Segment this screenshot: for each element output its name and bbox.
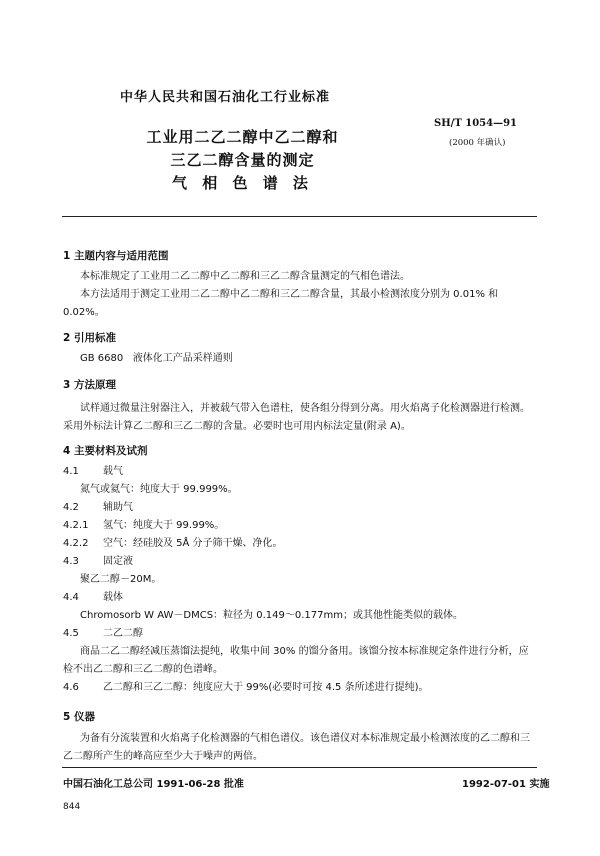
item-number: 4.2.2 <box>63 538 89 549</box>
item-4-1 <box>63 463 123 481</box>
item-text: 空气：经硅胶及 5Å 分子筛干燥、净化。 <box>103 538 283 549</box>
item-number: 4.6 <box>63 682 79 693</box>
item-4-2 <box>63 499 133 517</box>
reference-code: GB 6680 <box>80 353 124 364</box>
item-label: 二乙二醇 <box>103 628 143 639</box>
item-4-2-1 <box>63 517 224 535</box>
item-number: 4.2.1 <box>63 520 89 531</box>
item-4-4 <box>63 589 123 607</box>
item-4-5 <box>63 625 143 643</box>
item-number: 4.2 <box>63 502 79 513</box>
section-1-paragraph-1: 本标准规定了工业用二乙二醇中乙二醇和三乙二醇含量测定的气相色谱法。 <box>80 271 410 282</box>
title-line-3: 气 相 色 谱 法 <box>172 174 313 192</box>
item-4-2-2 <box>63 535 283 553</box>
page-number: 844 <box>63 802 81 812</box>
item-4-3 <box>63 553 133 571</box>
section-5-paragraph: 为备有分流装置和火焰离子化检测器的气相色谱仪。该色谱仪对本标准规定最小检测浓度的乙二醇和三乙二醇所产生的峰高应至少大于噪声的两倍。 <box>63 733 530 762</box>
item-label: 固定液 <box>103 556 133 567</box>
section-3-paragraph: 试样通过微量注射器注入，并被载气带入色谱柱，使各组分得到分离。用火焰离子化检测器进行检测。采用外标法计算乙二醇和三乙二醇的含量。必要时也可用内标法定量(附录 A)。 <box>63 403 530 432</box>
header-divider <box>62 216 537 217</box>
item-label: 辅助气 <box>103 502 133 513</box>
issuing-organization: 中华人民共和国石油化工行业标准 <box>120 90 331 105</box>
item-4-6 <box>63 679 428 697</box>
item-4-5-text: 商品二乙二醇经减压蒸馏法提纯，收集中间 30% 的馏分备用。该馏分按本标准规定条件进行分析，应检不出乙二醇和三乙二醇的色谱峰。 <box>63 646 529 675</box>
section-4-heading: 4 主要材料及试剂 <box>63 445 148 457</box>
confirmation-year: (2000 年确认) <box>449 138 506 148</box>
item-4-3-text: 聚乙二醇－20M。 <box>80 574 162 585</box>
item-label: 载体 <box>103 592 123 603</box>
section-1-heading: 1 主题内容与适用范围 <box>63 250 169 262</box>
item-number: 4.1 <box>63 466 79 477</box>
approval-line: 中国石油化工总公司 1991-06-28 批准 <box>63 779 244 790</box>
item-label: 载气 <box>103 466 123 477</box>
title-line-2: 三乙二醇含量的测定 <box>170 151 315 169</box>
reference-standard <box>80 350 233 368</box>
section-2-heading: 2 引用标准 <box>63 332 116 344</box>
reference-title: 液体化工产品采样通则 <box>132 353 233 364</box>
section-5-heading: 5 仪器 <box>63 711 95 723</box>
effective-date: 1992-07-01 实施 <box>462 779 550 790</box>
item-4-4-text: Chromosorb W AW－DMCS：粒径为 0.149～0.177mm；或其他性能类似的载体。 <box>80 610 463 621</box>
item-4-1-text: 氮气或氦气：纯度大于 99.999%。 <box>80 484 238 495</box>
item-number: 4.3 <box>63 556 79 567</box>
item-text: 乙二醇和三乙二醇：纯度应大于 99%(必要时可按 4.5 条所述进行提纯)。 <box>103 682 429 693</box>
standard-number: SH/T 1054—91 <box>434 118 517 129</box>
item-number: 4.4 <box>63 592 79 603</box>
item-text: 氢气：纯度大于 99.99%。 <box>103 520 225 531</box>
footer-divider <box>62 767 537 768</box>
section-1-paragraph-2: 本方法适用于测定工业用二乙二醇中乙二醇和三乙二醇含量，其最小检测浓度分别为 0.01% 和 0.02%。 <box>63 289 499 318</box>
item-number: 4.5 <box>63 628 79 639</box>
title-line-1: 工业用二乙二醇中乙二醇和 <box>146 128 339 146</box>
section-3-heading: 3 方法原理 <box>63 379 116 391</box>
